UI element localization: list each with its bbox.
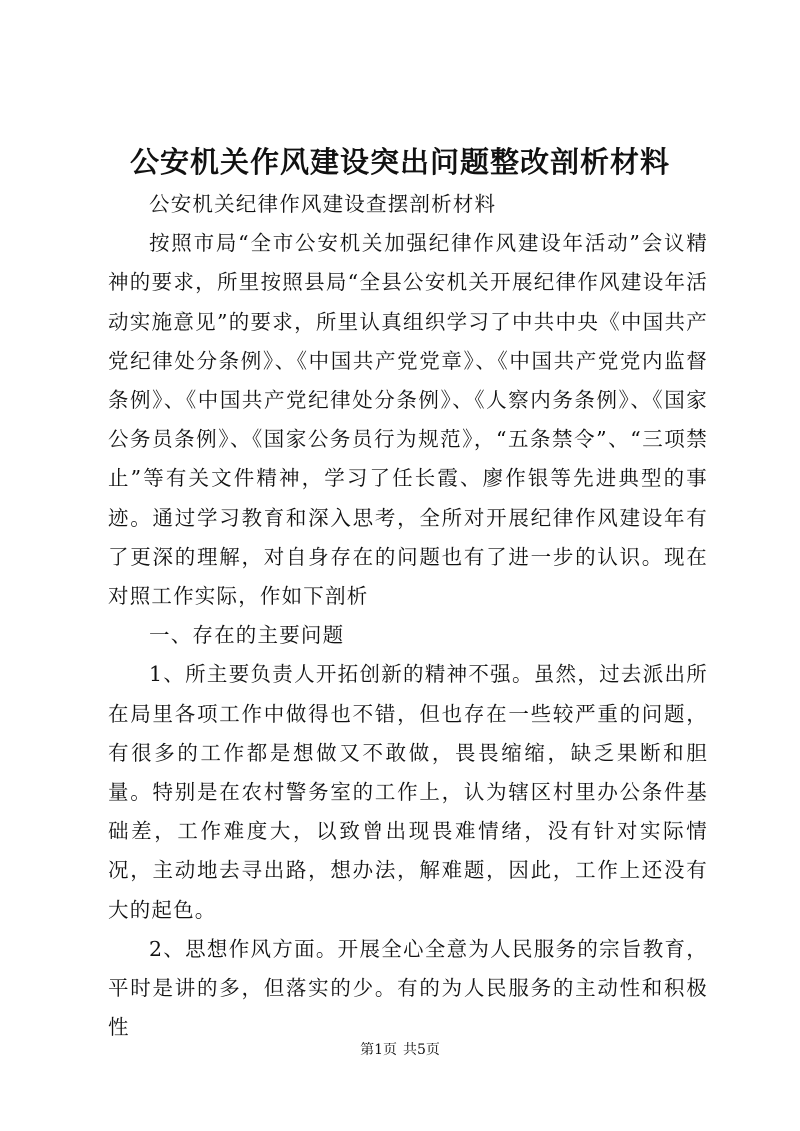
document-title: 公安机关作风建设突出问题整改剖析材料 (129, 145, 670, 179)
subtitle-paragraph: 公安机关纪律作风建设查摆剖析材料 (149, 192, 497, 216)
intro-paragraph: 按照市局“全市公安机关加强纪律作风建设年活动”会议精神的要求，所里按照县局“全县公安机关开展纪律作风建设年活动实施意见”的要求，所里认真组织学习了中共中央《中国共产党纪律处分条例》、《中国共产党党章》、《中国共产党党内监督条例》、《中国共产党纪律处分条例》、《人察内务条例》、《国家公务员条例》、《国家公务员行为规范》，“五条禁令”、“三项禁止”等有关文件精神，学习了任长霞、廖作银等先进典型的事迹。通过学习教育和深入思考，全所对开展纪律作风建设年有了更深的理解，对自身存在的问题也有了进一步的认识。现在对照工作实际，作如下剖析 (108, 231, 708, 609)
issue-2-paragraph: 2、思想作风方面。开展全心全意为人民服务的宗旨教育，平时是讲的多，但落实的少。有的为人民服务的主动性和积极性 (108, 936, 708, 1040)
page-total: 共5页 (403, 1042, 440, 1058)
issue-1-paragraph: 1、所主要负责人开拓创新的精神不强。虽然，过去派出所在局里各项工作中做得也不错，但也存在一些较严重的问题，有很多的工作都是想做又不敢做，畏畏缩缩，缺乏果断和胆量。特别是在农村警务室的工作上，认为辖区村里办公条件基础差，工作难度大，以致曾出现畏难情绪，没有针对实际情况，主动地去寻出路，想办法，解难题，因此，工作上还没有大的起色。 (108, 662, 708, 922)
document-body (108, 185, 708, 1047)
section-heading: 一、存在的主要问题 (149, 623, 345, 648)
page-number: 第1页 (360, 1042, 397, 1058)
page-footer (0, 1040, 800, 1060)
